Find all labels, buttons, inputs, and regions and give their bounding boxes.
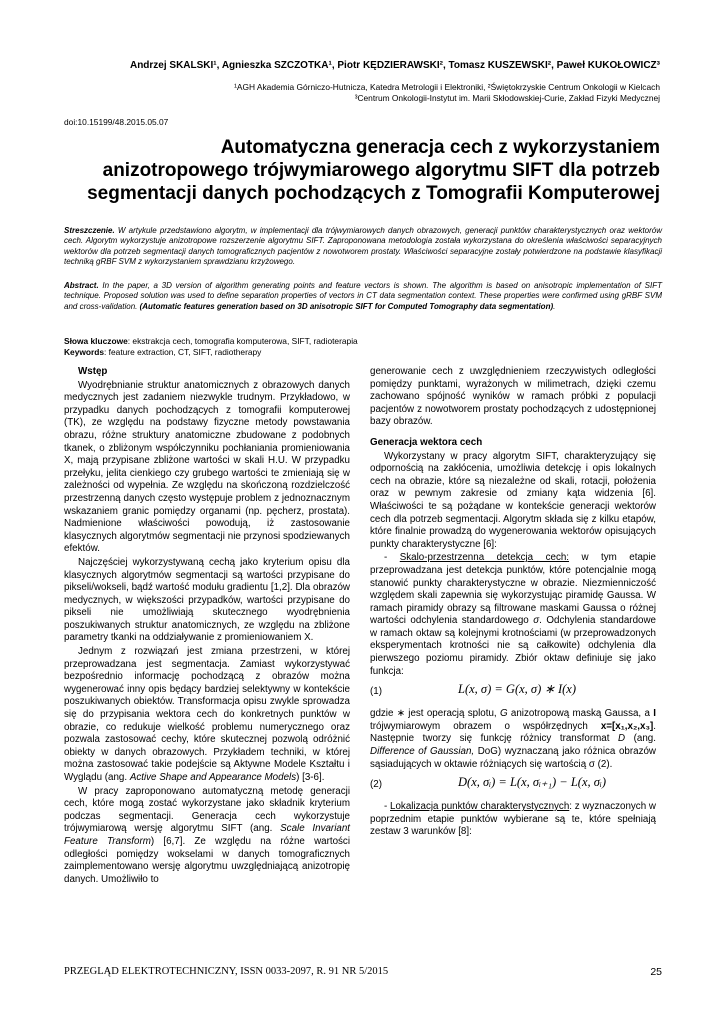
- equation-1: [370, 678, 656, 708]
- section-heading-wstep: Wstęp: [78, 366, 108, 377]
- abstract-polish: [64, 226, 662, 267]
- keywords-english-label: Keywords: [64, 347, 105, 357]
- title-line-3: segmentacji danych pochodzących z Tomografii Komputerowej: [87, 183, 660, 204]
- doi: doi:10.15199/48.2015.05.07: [64, 117, 169, 127]
- abstract-english-label: Abstract.: [64, 281, 99, 290]
- english-title: (Automatic features generation based on 3D anisotropic SIFT for Computed Tomography data segmentation): [139, 301, 554, 311]
- equation-number: (1): [370, 686, 382, 698]
- paragraph: Wyodrębnianie struktur anatomicznych z obrazowych danych medycznych jest zadaniem niezwykle trudnym. Przykładowo, w przypadku danych pochodzących z tomografii komputerowej (TK), ze względu na podstawy fizyczne metody powstawania obrazu, różne struktury anatomiczne zbudowane z podobnych tkanek, o zbliżonym współczynniku pochłaniania promieniowania X, mają przypisane zbliżone wartości w skali H.U. W przypadku przełyku, jelita cienkiego czy grubego wartości te zmieniają się w zależności od wypełnia. Ze względu na skończoną rozdzielczość przestrzenną danych często występuje problem z jednoznacznym wskazaniem granic pomiędzy organami (np. pęcherz, prostata). Nadmienione właściwości powodują, iż zastosowanie klasycznych algorytmów segmentacji nie przynosi spodziewanych efektów.: [64, 379, 350, 555]
- abstract-polish-text: W artykule przedstawiono algorytm, w implementacji dla trójwymiarowych danych obrazowych, generacji punktów charakterystycznych oraz wektorów cech. Algorytm wykorzystuje anizotropowe rozszerzenie algorytmu SIFT. Zaproponowana metodologia została wykorzystana do określenia właściwości separacyjnych wektorów dla potrzeb segmentacji danych tomograficznych pacjentów z nowotworem prostaty. Właściwości separacyjne zostały potwierdzone na podstawie klasyfikacji techniką gRBF SVM z wykorzystaniem sprawdzianu krzyżowego.: [64, 226, 662, 266]
- keywords-polish: [64, 336, 358, 346]
- journal-name: PRZEGLĄD ELEKTROTECHNICZNY, ISSN 0033-2097, R. 91 NR 5/2015: [64, 966, 389, 977]
- paragraph: - Skalo-przestrzenna detekcja cech: w tym etapie przeprowadzana jest detekcja punktów, które potencjalnie mogą stanowić punkty charakterystyczne w obrazie. Niezmienniczość względem skali zapewnia się wykorzystując piramidę Gaussa. W ramach piramidy obrazy są filtrowane maskami Gaussa o różnej wartości odchylenia standardowego σ. Odchylenia standardowe w ramach oktaw są kolejnymi krotnościami (w przeprowadzonych eksperymentach krotności nie są całkowite) odchylenia dla pierwszego poziomu piramidy. Zbiór oktaw definiuje się jako funkcja:: [370, 552, 656, 677]
- keywords-english: [64, 347, 261, 357]
- keywords-polish-text: : ekstrakcja cech, tomografia komputerowa, SIFT, radioterapia: [127, 336, 358, 346]
- abstract-english: [64, 281, 662, 312]
- paragraph: Jednym z rozwiązań jest zmiana przestrzeni, w której przeprowadzana jest segmentacja. Zamiast wykorzystywać bezpośrednio informację pochodzącą z obrazów można wygenerować inny opis będący bardziej selektywny w kontekście poszukiwanych obiektów. Transformacja opisu zwykle sprowadza się do przypisania wektora cech do konkretnych punktów w obrazie, co redukuje wielkość problemu numerycznego oraz pozwala zastosować cechy, które skutecznej pozwolą odróżnić obiekty w danych obrazowych. Przykładem techniki, w której można zastosować takie podejście są Aktywne Modele Kształtu i Wyglądu (ang. Active Shape and Appearance Models) [3-6].: [64, 646, 350, 783]
- equation-number: (2): [370, 779, 382, 791]
- paragraph: W pracy zaproponowano automatyczną metodę generacji cech, które mogą zostać wykorzystane jako składnik kryterium podczas segmentacji. Generacja cech wykorzystuje trójwymiarową wersję algorytmu SIFT (ang. Scale Invariant Feature Transform) [6,7]. Ze względu na różne wartości odległości pomiędzy wokselami w danych tomograficznych zaimplementowano wersję algorytmu uwzględniającą anizotropię danych. Umożliwiło to: [64, 785, 350, 885]
- keywords-polish-label: Słowa kluczowe: [64, 336, 128, 346]
- equation-formula: L(x, σ) = G(x, σ) ∗ I(x): [458, 682, 576, 697]
- underlined-term: Lokalizacja punktów charakterystycznych: [390, 801, 570, 813]
- right-column: [370, 366, 656, 839]
- page-number: 25: [650, 966, 662, 978]
- title-line-1: Automatyczna generacja cech z wykorzystaniem: [220, 137, 660, 158]
- paragraph: - Lokalizacja punktów charakterystycznych: z wyznaczonych w poprzednim etapie punktów wybierane są te, które spełniają zestaw 3 warunków [8]:: [370, 801, 656, 838]
- abstract-polish-label: Streszczenie.: [64, 226, 115, 235]
- section-heading-generacja: Generacja wektora cech: [370, 436, 483, 448]
- equation-2: [370, 771, 656, 801]
- authors: Andrzej SKALSKI¹, Agnieszka SZCZOTKA¹, Piotr KĘDZIERAWSKI², Tomasz KUSZEWSKI², Paweł KUKOŁOWICZ³: [129, 60, 660, 71]
- affiliation-line-2: ³Centrum Onkologii-Instytut im. Marii Skłodowskiej-Curie, Zakład Fizyki Medycznej: [354, 93, 660, 103]
- title-line-2: anizotropowego trójwymiarowego algorytmu SIFT dla potrzeb: [102, 160, 660, 181]
- underlined-term: Skalo-przestrzenna detekcja cech:: [399, 552, 570, 564]
- equation-formula: D(x, σᵢ) = L(x, σᵢ₊₁) − L(x, σᵢ): [458, 775, 607, 790]
- paragraph: Najczęściej wykorzystywaną cechą jako kryterium opisu dla klasycznych algorytmów segmentacji są wartości przypisane do pikseli/wokseli, bądź wartość modułu gradientu [1,2]. Dla obrazów medycznych, w większości przypadków, wartości przypisane do pikseli nie umożliwiają skutecznego wyodrębnienia poszukiwanych struktur anatomicznych, ze względu na zbliżone parametry tkanki na oddziaływanie z promieniowaniem X.: [64, 556, 350, 644]
- abstract-english-end: .: [553, 301, 556, 311]
- keywords-english-text: : feature extraction, CT, SIFT, radiotherapy: [104, 347, 262, 357]
- left-column: [64, 366, 350, 886]
- affiliation-line-1: ¹AGH Akademia Górniczo-Hutnicza, Katedra Metrologii i Elektroniki, ²Świętokrzyskie Centrum Onkologii w Kielcach: [234, 82, 660, 92]
- paragraph: generowanie cech z uwzględnieniem rzeczywistych odległości pomiędzy punktami, wyrażonych w milimetrach, dzięki czemu zachowano spójność wyników w ramach próbki z populacji pacjentów z nowotworem prostaty pochodzących z udostępnionej bazy obrazów.: [370, 366, 656, 428]
- paragraph: gdzie ∗ jest operacją splotu, G anizotropową maską Gaussa, a I trójwymiarowym obrazem o współrzędnych x=[x₁,x₂,x₃]. Następnie tworzy się funkcję różnicy transformat D (ang. Difference of Gaussian, DoG) wyznaczaną jako różnica obrazów sąsiadujących w oktawie różniących się wartością σ (2).: [370, 708, 657, 770]
- paragraph: Wykorzystany w pracy algorytm SIFT, charakteryzujący się odpornością na zakłócenia, umożliwia detekcję i opis lokalnych cech na obrazie, które są niezależne od skali, rotacji, położenia oraz w pewnym zakresie od zmiany kąta widzenia [6]. Właściwości te są pożądane w kontekście generacji wektorów cech dla potrzeb segmentacji. Algorytm składa się z kilku etapów, które finalnie prowadzą do wygenerowania wektorów opisujących punkty charakterystyczne [6]:: [370, 450, 656, 550]
- paper-title: [60, 136, 660, 205]
- abstract-english-text: In the paper, a 3D version of algorithm generating points and feature vectors is shown. The algorithm is based on anisotropic implementation of SIFT technique. Proposed solution was used to define separation properties of vectors in CT data segmentation context. These properties were confirmed using gRBF SVM and cross-validation.: [64, 281, 662, 311]
